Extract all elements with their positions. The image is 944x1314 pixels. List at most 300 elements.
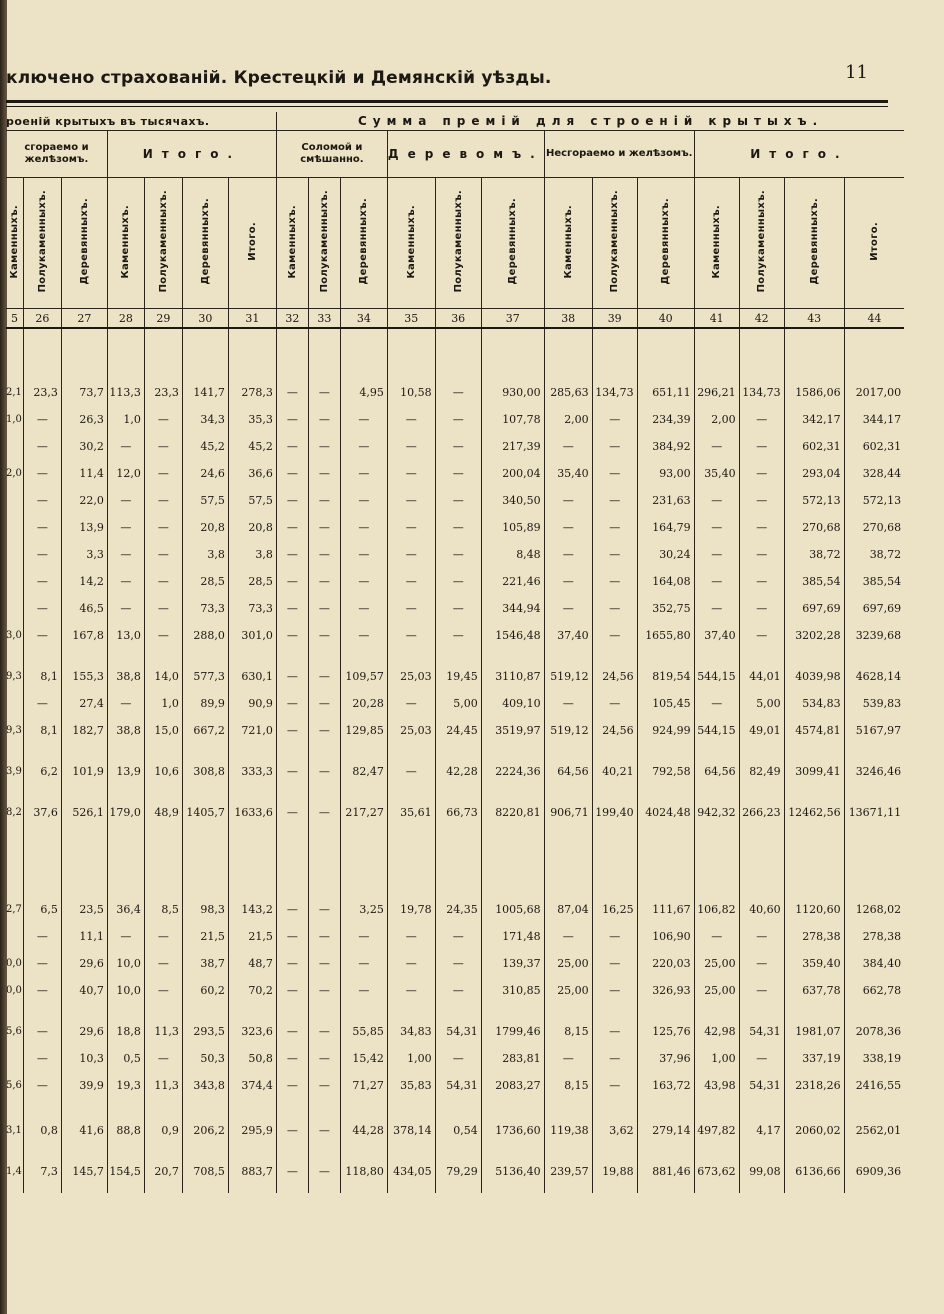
table-cell: — [144,487,182,514]
table-cell: 5,00 [739,690,784,717]
table-cell: — [592,977,637,1004]
col-header: Деревянныхъ. [637,178,694,309]
table-cell: 21,5 [228,923,276,950]
table-cell: 8,48 [481,541,544,568]
table-cell: 3246,46 [844,758,904,785]
table-row [6,977,904,1004]
table-cell: 25,03 [387,717,435,744]
table-cell: — [23,406,61,433]
table-cell: 1405,7 [182,799,228,826]
table-cell: 637,78 [784,977,844,1004]
row-spacer [6,1004,904,1018]
table-cell: 82,49 [739,758,784,785]
table-cell: 40,7 [61,977,107,1004]
table-cell: — [276,460,308,487]
header-rule-thin [6,106,888,107]
table-cell: 1655,80 [637,622,694,649]
table-cell: 35,40 [694,460,739,487]
table-cell: — [308,1018,340,1045]
table-row [6,595,904,622]
table-cell: 374,4 [228,1072,276,1099]
table-cell: 106,82 [694,896,739,923]
table-cell: — [276,1117,308,1144]
table-cell: 6,2 [23,758,61,785]
table-cell: 2083,27 [481,1072,544,1099]
table-cell: 37,40 [544,622,592,649]
table-cell: — [387,923,435,950]
table-cell: 20,8 [228,514,276,541]
table-cell: — [107,568,144,595]
table-cell: 154,5 [107,1158,144,1185]
table-cell: 10,0 [107,950,144,977]
table-cell: 38,72 [844,541,904,568]
table-cell: 45,2 [228,433,276,460]
page-title: ключено страхованій. Крестецкій и Демянскій уѣзды. [6,68,552,88]
table-cell: — [694,923,739,950]
table-cell: 25,00 [694,977,739,1004]
table-cell: 2562,01 [844,1117,904,1144]
table-cell: 283,81 [481,1045,544,1072]
table-cell: 337,19 [784,1045,844,1072]
table-cell: — [23,568,61,595]
table-cell: — [23,977,61,1004]
table-cell: 3,3 [61,541,107,568]
table-cell: — [308,487,340,514]
col-number: 26 [23,309,61,329]
table-cell [6,568,23,595]
table-cell: 323,6 [228,1018,276,1045]
table-cell: — [308,1072,340,1099]
table-cell: 221,46 [481,568,544,595]
table-cell: 19,3 [107,1072,144,1099]
table-row [6,487,904,514]
table-cell: 0,54 [435,1117,481,1144]
table-row [6,950,904,977]
table-cell: — [144,923,182,950]
table-cell: 40,60 [739,896,784,923]
table-cell: 1005,68 [481,896,544,923]
subheader-total-b: Итого. [694,131,904,178]
table-cell: — [276,758,308,785]
table-cell: 385,54 [784,568,844,595]
table-cell: 301,0 [228,622,276,649]
table-cell: — [276,977,308,1004]
table-cell: — [308,717,340,744]
table-cell: — [435,923,481,950]
table-cell: — [107,923,144,950]
col-number: 5 [6,309,23,329]
table-cell: 164,08 [637,568,694,595]
table-cell: — [592,460,637,487]
table-cell: — [308,541,340,568]
table-cell: 167,8 [61,622,107,649]
table-cell: 8220,81 [481,799,544,826]
table-cell: 129,85 [340,717,387,744]
table-cell: 23,3 [144,379,182,406]
table-cell: 44,28 [340,1117,387,1144]
table-cell: 239,57 [544,1158,592,1185]
table-cell: 36,4 [107,896,144,923]
table-cell: 13,0 [107,622,144,649]
table-cell: 344,17 [844,406,904,433]
table-cell: 38,7 [182,950,228,977]
table-cell: — [308,406,340,433]
table-cell: 343,8 [182,1072,228,1099]
table-cell: — [340,568,387,595]
table-cell: — [544,595,592,622]
group-header-sums: роеній крытыхъ въ тысячахъ. [6,112,276,131]
col-header: Полукаменныхъ. [144,178,182,309]
col-header: Полукаменныхъ. [435,178,481,309]
table-cell: 90,9 [228,690,276,717]
subheader-straw: Соломой и смѣшанно. [276,131,387,178]
table-cell: 41,6 [61,1117,107,1144]
col-number: 43 [784,309,844,329]
table-cell: — [544,541,592,568]
table-cell: — [308,950,340,977]
table-cell: — [739,1045,784,1072]
table-cell: 11,3 [144,1072,182,1099]
table-cell: 577,3 [182,663,228,690]
table-cell: 50,8 [228,1045,276,1072]
table-cell: — [739,514,784,541]
table-cell: 279,14 [637,1117,694,1144]
table-cell: — [435,977,481,1004]
table-body [6,328,904,1193]
table-cell: — [592,514,637,541]
table-cell: — [694,568,739,595]
table-cell: 20,7 [144,1158,182,1185]
table-cell: 544,15 [694,663,739,690]
table-cell: — [592,950,637,977]
table-cell: 288,0 [182,622,228,649]
table-cell: 1799,46 [481,1018,544,1045]
table-cell: 792,58 [637,758,694,785]
table-cell: — [387,460,435,487]
table-cell: 2318,26 [784,1072,844,1099]
table-cell: 71,27 [340,1072,387,1099]
row-spacer [6,649,904,663]
col-header: Каменныхъ. [276,178,308,309]
table-cell: 11,1 [61,923,107,950]
table-cell: — [435,568,481,595]
table-row [6,1045,904,1072]
table-row [6,1158,904,1185]
col-number: 34 [340,309,387,329]
table-cell: 5,00 [435,690,481,717]
table-cell: 24,35 [435,896,481,923]
table-cell: 79,29 [435,1158,481,1185]
table-cell: — [592,622,637,649]
table-row [6,541,904,568]
col-header: Каменныхъ. [544,178,592,309]
table-cell: 1546,48 [481,622,544,649]
table-cell: 46,5 [61,595,107,622]
table-cell: 673,62 [694,1158,739,1185]
col-header: Каменныхъ. [107,178,144,309]
table-cell: 99,08 [739,1158,784,1185]
table-cell: 697,69 [844,595,904,622]
table-cell: 28,5 [228,568,276,595]
table-cell: 385,54 [844,568,904,595]
table-cell: 26,3 [61,406,107,433]
header-rule [6,100,888,103]
table-cell: — [276,799,308,826]
table-cell: 57,5 [182,487,228,514]
table-cell: — [23,622,61,649]
table-cell: — [694,541,739,568]
col-number: 30 [182,309,228,329]
table-cell: — [387,514,435,541]
table-cell: — [544,690,592,717]
table-cell: 29,6 [61,950,107,977]
col-number: 37 [481,309,544,329]
table-cell: 906,71 [544,799,592,826]
table-cell: 12,0 [107,460,144,487]
table-cell: 3,0 [6,630,22,641]
table-cell: — [387,595,435,622]
table-cell: 16,25 [592,896,637,923]
table-cell: 8,1 [23,717,61,744]
table-row [6,514,904,541]
row-spacer [6,1144,904,1158]
table-cell: 0,0 [6,958,22,969]
table-cell: 111,67 [637,896,694,923]
table-cell: — [387,977,435,1004]
table-cell: 3,25 [340,896,387,923]
col-header: Каменныхъ. [387,178,435,309]
table-cell: — [308,622,340,649]
table-cell: 134,73 [592,379,637,406]
table-cell: — [435,487,481,514]
table-cell: 105,45 [637,690,694,717]
table-row [6,663,904,690]
table-cell: 57,5 [228,487,276,514]
table-cell: 55,85 [340,1018,387,1045]
row-spacer [6,328,904,379]
table-cell: 66,73 [435,799,481,826]
table-cell: 106,90 [637,923,694,950]
table-cell: — [23,460,61,487]
table-cell: 217,39 [481,433,544,460]
table-cell: — [276,514,308,541]
table-cell: 37,96 [637,1045,694,1072]
col-header: Деревянныхъ. [182,178,228,309]
table-cell: 50,3 [182,1045,228,1072]
table-cell: 10,6 [144,758,182,785]
table-cell: — [544,1045,592,1072]
table-cell: — [435,406,481,433]
statistics-table [6,112,904,1193]
row-spacer [6,826,904,896]
table-cell: 107,78 [481,406,544,433]
table-cell: — [308,758,340,785]
table-cell: — [308,1117,340,1144]
table-cell: — [739,433,784,460]
table-cell: — [308,690,340,717]
table-cell: — [387,487,435,514]
table-cell: 14,2 [61,568,107,595]
table-cell: 8,1 [23,663,61,690]
table-row [6,896,904,923]
table-cell: 15,42 [340,1045,387,1072]
table-row [6,568,904,595]
table-cell [6,1045,23,1072]
table-cell: 497,82 [694,1117,739,1144]
table-cell: — [592,406,637,433]
table-cell: — [276,1072,308,1099]
table-cell: — [144,433,182,460]
table-cell: 21,5 [182,923,228,950]
table-cell: — [308,977,340,1004]
table-cell: — [592,1045,637,1072]
table-cell: 378,14 [387,1117,435,1144]
table-cell: 10,58 [387,379,435,406]
table-cell: — [694,514,739,541]
table-cell: 2078,36 [844,1018,904,1045]
table-cell: 88,8 [107,1117,144,1144]
row-spacer [6,744,904,758]
table-cell: 25,00 [694,950,739,977]
subheader-wood: Деревомъ. [387,131,544,178]
table-cell: 39,9 [61,1072,107,1099]
table-cell: — [592,568,637,595]
table-cell: 3,62 [592,1117,637,1144]
table-cell: — [276,622,308,649]
table-cell: 667,2 [182,717,228,744]
table-cell: 572,13 [784,487,844,514]
table-cell: 34,3 [182,406,228,433]
table-cell: — [387,568,435,595]
table-cell: — [107,541,144,568]
table-cell: 6136,66 [784,1158,844,1185]
col-number: 27 [61,309,107,329]
table-cell: 93,00 [637,460,694,487]
table-cell: — [592,690,637,717]
table-cell: 8,2 [6,807,22,818]
table-cell: — [23,950,61,977]
table-cell: — [276,568,308,595]
table-cell: 12462,56 [784,799,844,826]
table-cell: 0,0 [6,985,22,996]
table-cell: 42,28 [435,758,481,785]
table-cell: 20,28 [340,690,387,717]
table-cell: 1,4 [6,1166,22,1177]
table-cell: 14,0 [144,663,182,690]
table-cell: — [276,923,308,950]
table-cell: — [544,514,592,541]
table-cell: 384,40 [844,950,904,977]
table-row [6,923,904,950]
table-cell: 10,0 [107,977,144,1004]
table-row [6,1018,904,1045]
table-cell: 48,9 [144,799,182,826]
table-cell: — [23,487,61,514]
table-row [6,379,904,406]
page-number: 11 [845,62,868,83]
table-cell: 3,8 [228,541,276,568]
table-cell: — [308,663,340,690]
table-cell: 434,05 [387,1158,435,1185]
table-cell: 328,44 [844,460,904,487]
table-cell: — [308,514,340,541]
col-number: 40 [637,309,694,329]
table-cell: 2416,55 [844,1072,904,1099]
table-cell: — [340,514,387,541]
table-cell: — [340,406,387,433]
table-cell: 3519,97 [481,717,544,744]
table-cell: — [23,595,61,622]
table-cell: 344,94 [481,595,544,622]
table-cell: — [276,595,308,622]
table-cell: 70,2 [228,977,276,1004]
table-row [6,1072,904,1099]
table-cell: 13671,11 [844,799,904,826]
table-cell: 881,46 [637,1158,694,1185]
table-cell: — [276,663,308,690]
table-cell: 24,56 [592,717,637,744]
table-cell: 64,56 [694,758,739,785]
table-cell [6,595,23,622]
table-cell: — [144,950,182,977]
table-cell: 519,12 [544,717,592,744]
table-cell [6,690,23,717]
col-header: Полукаменныхъ. [739,178,784,309]
table-cell: 125,76 [637,1018,694,1045]
table-cell: — [592,487,637,514]
table-cell: — [592,433,637,460]
table-cell: 43,98 [694,1072,739,1099]
table-cell: 534,83 [784,690,844,717]
table-cell: — [276,717,308,744]
col-number: 29 [144,309,182,329]
table-cell: 64,56 [544,758,592,785]
table-cell: 42,98 [694,1018,739,1045]
table-cell: 326,93 [637,977,694,1004]
table-cell: 8,15 [544,1018,592,1045]
table-cell: 278,3 [228,379,276,406]
table-cell: — [276,1018,308,1045]
table-cell: 29,6 [61,1018,107,1045]
table-cell: 340,50 [481,487,544,514]
table-cell: 359,40 [784,950,844,977]
col-number: 33 [308,309,340,329]
table-cell: 73,7 [61,379,107,406]
table-cell: 2224,36 [481,758,544,785]
table-cell: — [144,460,182,487]
table-cell: 24,6 [182,460,228,487]
table-cell: — [107,433,144,460]
table-cell: 308,8 [182,758,228,785]
table-cell: 4,95 [340,379,387,406]
table-cell: 18,8 [107,1018,144,1045]
table-cell: 1,0 [6,414,22,425]
table-cell: 519,12 [544,663,592,690]
table-cell: 4574,81 [784,717,844,744]
table-cell: — [739,950,784,977]
table-cell: 1120,60 [784,896,844,923]
table-cell: 38,8 [107,663,144,690]
table-cell: 285,63 [544,379,592,406]
table-cell: — [340,487,387,514]
table-cell: 19,88 [592,1158,637,1185]
table-cell: 6,5 [23,896,61,923]
table-cell: 270,68 [844,514,904,541]
table-cell: 883,7 [228,1158,276,1185]
table-cell: — [340,622,387,649]
table-cell: — [435,541,481,568]
table-cell: — [592,923,637,950]
